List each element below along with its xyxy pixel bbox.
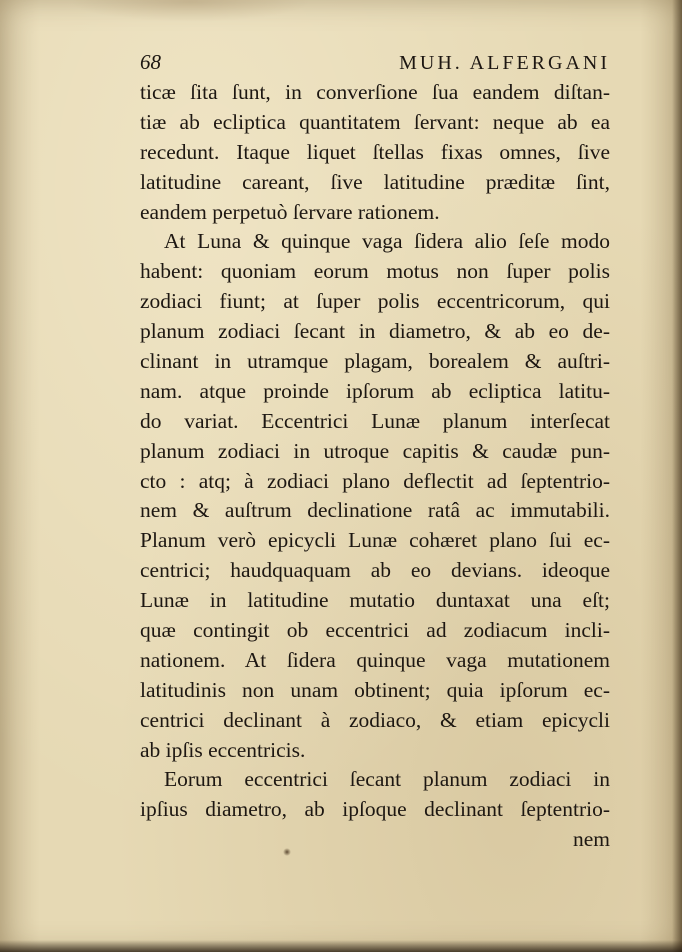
text-line: eandem perpetuò ſervare rationem. [140,199,440,224]
text-line: latitudinis non unam obtinent; quia ipſorum ec- [140,677,610,702]
text-line: planum zodiaci ſecant in diametro, & ab eo de- [140,319,610,344]
page-number: 68 [140,50,161,74]
text-line: nam. atque proinde ipſorum ab ecliptica latitu- [140,378,610,403]
text-line: centrici declinant à zodiaco, & etiam epicycli [140,707,610,732]
page-edge-shadow [672,0,682,952]
text-line: clinant in utramque plagam, borealem & auſtri- [140,349,610,374]
catchword: nem [572,827,610,852]
text-line: planum zodiaci in utroque capitis & caudæ pun- [140,438,610,463]
text-line: Eorum eccentrici ſecant planum zodiaci in [164,767,610,792]
page-bottom-shadow [0,940,682,952]
text-line: quæ contingit ob eccentrici ad zodiacum incli- [140,618,610,643]
text-line: nationem. At ſidera quinque vaga mutationem [140,647,610,672]
running-head: MUH. ALFERGANI [399,52,610,74]
ink-smudge [283,848,291,856]
paper-stain [70,0,310,22]
text-line: Lunæ in latitudine mutatio duntaxat una eſt; [140,588,610,613]
text-line: recedunt. Itaque liquet ſtellas fixas omnes, ſive [140,139,610,164]
text-line: nem & auſtrum declinatione ratâ ac immutabili. [140,498,610,523]
page-header [140,46,610,78]
text-block [140,46,610,855]
text-line: ipſius diametro, ab ipſoque declinant ſeptentrio- [140,797,610,822]
text-line: ab ipſis eccentricis. [140,737,306,762]
text-line: Planum verò epicycli Lunæ cohæret plano ſui ec- [140,528,610,553]
text-line: habent: quoniam eorum motus non ſuper polis [140,259,610,284]
text-line: zodiaci fiunt; at ſuper polis eccentricorum, qui [140,289,610,314]
text-line: latitudine careant, ſive latitudine præditæ ſint, [140,169,610,194]
text-line: tiæ ab ecliptica quantitatem ſervant: neque ab ea [140,109,610,134]
text-line: centrici; haudquaquam ab eo devians. ideoque [140,558,610,583]
text-line: do variat. Eccentrici Lunæ planum interſecat [140,408,610,433]
text-line: ticæ ſita ſunt, in converſione ſua eandem diſtan- [140,80,610,104]
text-line: cto : atq; à zodiaci plano deflectit ad ſeptentrio- [140,468,610,493]
text-line: At Luna & quinque vaga ſidera alio ſeſe modo [164,229,610,254]
